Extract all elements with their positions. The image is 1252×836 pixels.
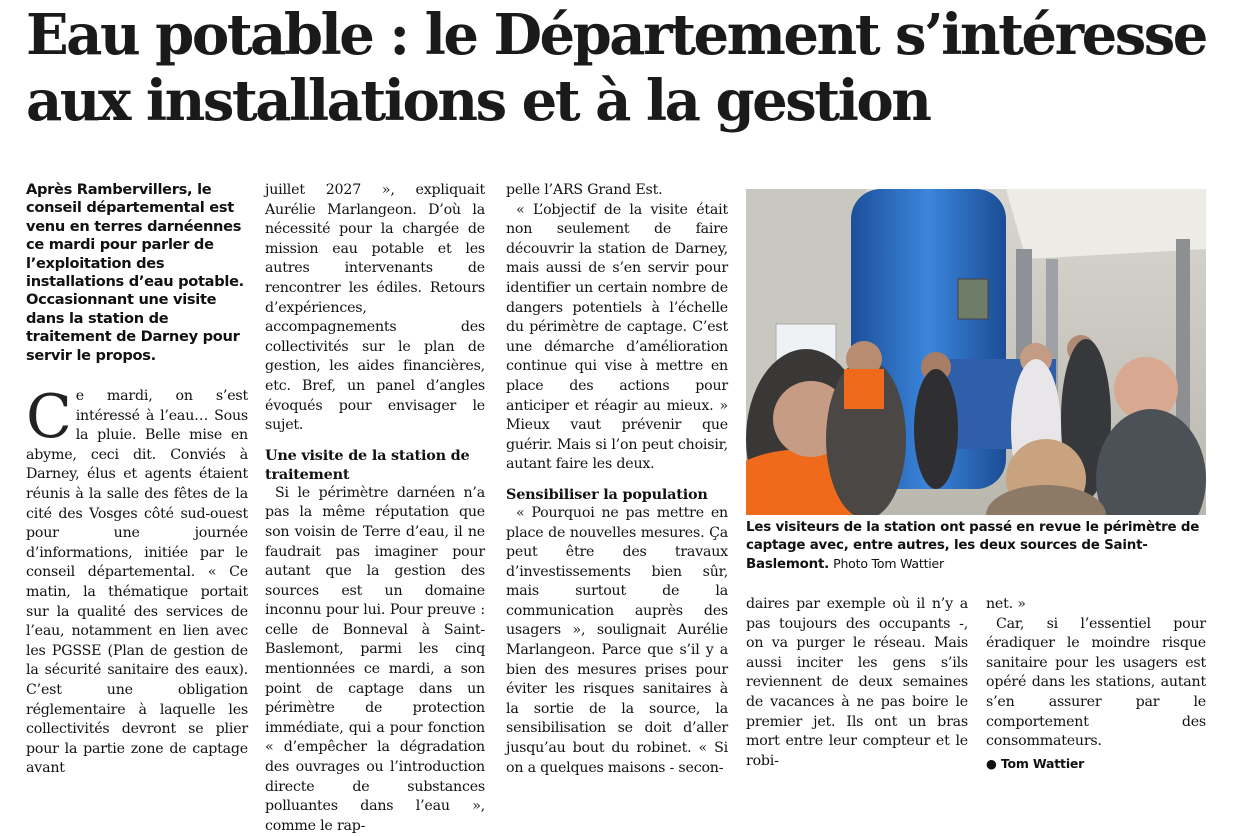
subhead-visite: Une visite de la station de traitement xyxy=(265,446,470,483)
body-paragraph-1 xyxy=(26,382,248,779)
body-text: e mardi, on s’est intéressé à l’eau… Sous la pluie. Belle mise en abyme, ceci dit. Conviés à Darney, élus et agents étaient réunis à la salle des fêtes de la cité des Vosges côté sud-ouest pour une journée d’informations, initiée par le conseil départemental. « Ce matin, la thématique portait sur la qualité des services de l’eau, notamment en lien avec les PGSSE (Plan de gestion de la sécurité sanitaire des eaux). C’est une obligation réglementaire à laquelle les collectivités devront se plier pour la partie zone de captage avant xyxy=(26,388,248,777)
headline: Eau potable : le Département s’intéresse aux installations et à la gestion xyxy=(26,2,1206,134)
station-photo xyxy=(746,189,1206,515)
photo-credit: Photo Tom Wattier xyxy=(833,556,944,571)
body-paragraph-3: « L’objectif de la visite était non seulement de faire découvrir la station de Darney, mais aussi de s’en servir pour identifier un certain nombre de dangers potentiels à l’échelle du périmètre de captage. C’est une démarche d’amélioration continue qui vise à mettre en place des actions pour anticiper et réagir au mieux. » Mieux vaut prévenir que guérir. Mais si l’on peut choisir, autant faire les deux. xyxy=(506,201,728,473)
station-photo-illustration xyxy=(746,189,1206,515)
body-paragraph-2: Si le périmètre darnéen n’a pas la même réputation que son voisin de Terre d’eau, il ne faudrait pas imaginer pour autant que la gestion des sources est un domaine inconnu pour lui. Pour preuve : celle de Bonneval à Saint-Baslemont, parmi les cinq mentionnées ce mardi, a son point de captage dans un périmètre de protection immédiate, qui a pour fonction « d’empêcher la dégradation des ouvrages ou l’introduction directe de substances polluantes dans l’eau », comme le rap- xyxy=(265,484,485,834)
dropcap: C xyxy=(26,382,72,453)
column-5 xyxy=(986,595,1206,773)
photo-caption xyxy=(746,519,1208,574)
body-paragraph-4-end: net. » xyxy=(986,596,1026,612)
column-1 xyxy=(26,181,248,779)
body-paragraph-4-cont: daires par exemple où il n’y a pas toujours des occupants -, on va purger le réseau. Mais aussi inciter les gens s’ils reviennent de deux semaines de vacances à ne pas boire le premier jet. Ils ont un bras mort entre leur compteur et le robi- xyxy=(746,596,968,769)
body-paragraph-5: Car, si l’essentiel pour éradiquer le moindre risque sanitaire pour les usagers est opéré dans les stations, autant s’en assurer par le comportement des consommateurs. xyxy=(986,615,1206,750)
author-signature: ● Tom Wattier xyxy=(986,755,1085,771)
subhead-sensibiliser: Sensibiliser la population xyxy=(506,485,708,503)
column-3 xyxy=(506,181,728,778)
body-paragraph-2-cont: pelle l’ARS Grand Est. xyxy=(506,182,663,198)
column-4 xyxy=(746,595,968,771)
body-paragraph-1-cont: juillet 2027 », expliquait Aurélie Marlangeon. D’où la nécessité pour la chargée de mission eau potable et les autres intervenants de rencontrer les édiles. Retours d’expériences, accompagnements des collectivités sur le plan de gestion, les aides financières, etc. Bref, un panel d’angles évoqués pour envisager le sujet. xyxy=(265,182,485,434)
body-paragraph-4: « Pourquoi ne pas mettre en place de nouvelles mesures. Ça peut être des travaux d’investissements bien sûr, mais surtout de la communication auprès des usagers », soulignait Aurélie Marlangeon. Parce que s’il y a bien des mesures prises pour éviter les risques sanitaires à la sortie de la source, la sensibilisation se doit d’aller jusqu’au bout du robinet. « Si on a quelques maisons - secon- xyxy=(506,504,728,776)
column-2 xyxy=(265,181,485,836)
chapo: Après Rambervillers, le conseil départemental est venu en terres darnéennes ce mardi pour parler de l’exploitation des installations d’eau potable. Occasionnant une visite dans la station de traitement de Darney pour servir le propos. xyxy=(26,181,244,364)
caption-text: Les visiteurs de la station ont passé en revue le périmètre de captage avec, entre autres, les deux sources de Saint-Baslemont. xyxy=(746,520,1200,572)
